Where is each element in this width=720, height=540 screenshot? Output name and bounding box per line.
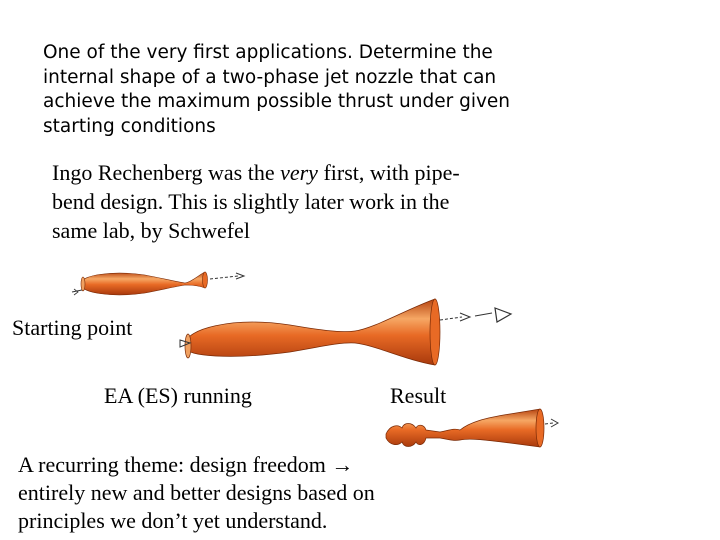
- theme-paragraph: [18, 451, 438, 535]
- right-arrow-icon: →: [331, 452, 354, 477]
- intro-line: achieve the maximum possible thrust under given: [43, 91, 511, 112]
- nozzle-starting-icon: [72, 272, 244, 295]
- history-line: bend design. This is slightly later work in the: [52, 189, 450, 214]
- theme-line: entirely new and better designs based on: [18, 480, 375, 505]
- intro-line: starting conditions: [43, 115, 216, 137]
- nozzle-result-icon: [386, 409, 558, 447]
- theme-text: A recurring theme: design freedom: [18, 452, 326, 477]
- history-text: first, with pipe-: [317, 160, 460, 185]
- ea-running-label: EA (ES) running: [104, 383, 252, 408]
- theme-line: [18, 451, 438, 479]
- theme-line: principles we don’t yet understand.: [18, 508, 328, 533]
- history-line: same lab, by Schwefel: [52, 218, 250, 243]
- starting-point-label: Starting point: [12, 315, 133, 340]
- intro-line: internal shape of a two-phase jet nozzle that can: [43, 66, 497, 88]
- history-emphasis: very: [280, 160, 318, 185]
- result-label: Result: [390, 383, 447, 408]
- intro-line: One of the very first applications. Determine the: [43, 42, 493, 63]
- nozzle-running-icon: [180, 299, 511, 365]
- history-text: Ingo Rechenberg was the: [52, 160, 281, 185]
